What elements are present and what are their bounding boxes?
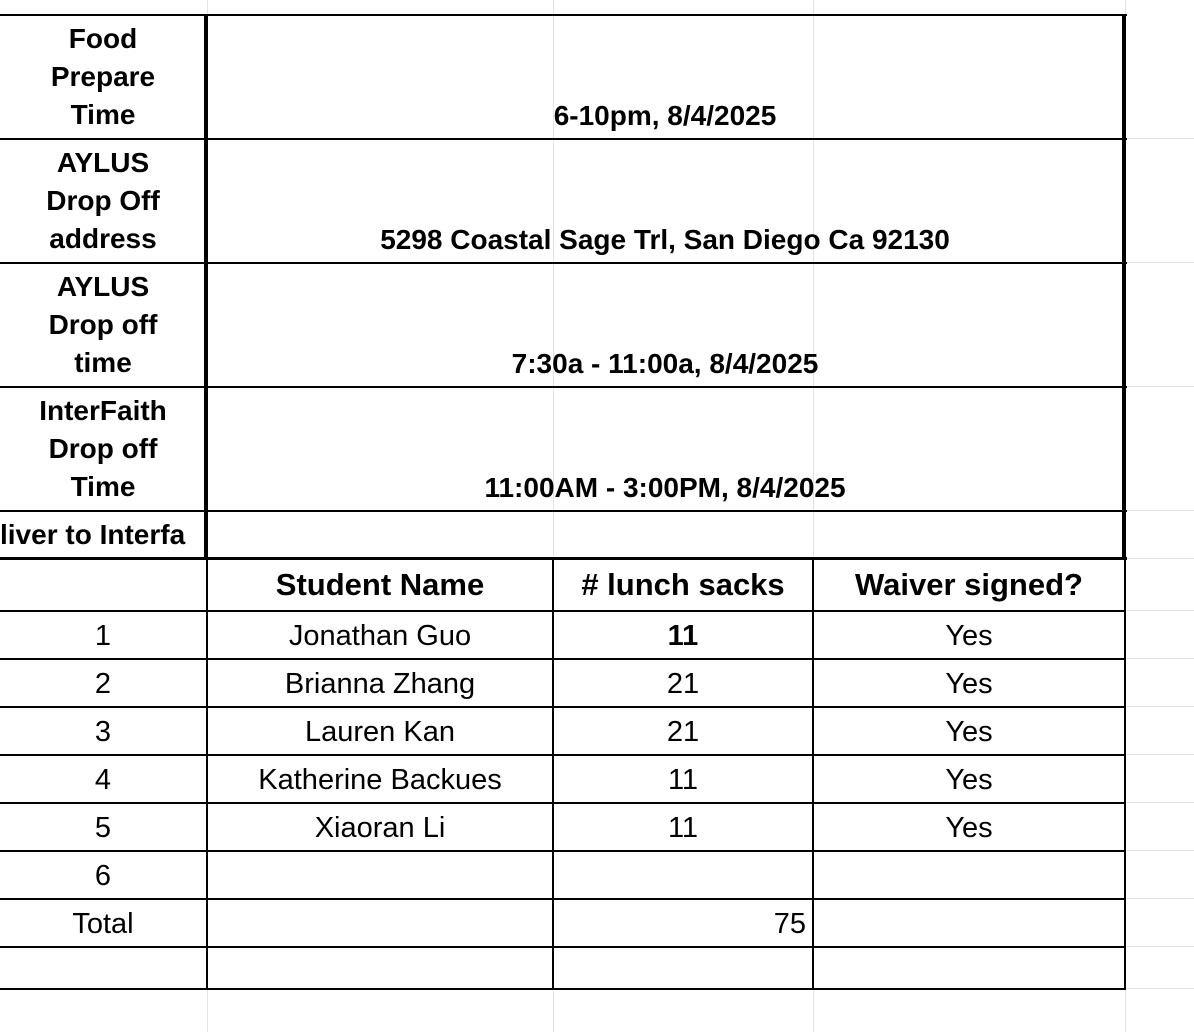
row-number-cell[interactable]: 4	[94, 764, 112, 796]
gridline	[1125, 706, 1194, 707]
label-aylus-drop-off-time[interactable]: AYLUS Drop off time	[48, 271, 158, 378]
waiver-signed-cell[interactable]: Yes	[945, 716, 993, 748]
column-header-waiver-signed[interactable]: Waiver signed?	[855, 567, 1083, 602]
border	[0, 262, 1127, 264]
row-number-cell[interactable]: 2	[94, 668, 112, 700]
row-number-cell[interactable]: 1	[94, 620, 112, 652]
lunch-sacks-cell[interactable]: 21	[666, 668, 700, 700]
student-name-cell[interactable]: Jonathan Guo	[288, 620, 472, 652]
empty-cell[interactable]	[208, 948, 552, 988]
lunch-sacks-cell[interactable]: 21	[666, 716, 700, 748]
waiver-signed-cell[interactable]	[814, 852, 1124, 898]
gridline	[1125, 658, 1194, 659]
border	[1122, 14, 1126, 560]
border	[1124, 558, 1126, 990]
lunch-sacks-cell[interactable]: 11	[667, 812, 699, 844]
waiver-signed-cell[interactable]: Yes	[945, 620, 993, 652]
empty-cell[interactable]	[554, 948, 812, 988]
border	[0, 14, 1127, 16]
waiver-signed-cell[interactable]: Yes	[945, 812, 993, 844]
total-lunch-sacks-cell[interactable]: 75	[773, 908, 806, 940]
waiver-signed-cell[interactable]: Yes	[945, 764, 993, 796]
value-interfaith-drop-off-time[interactable]: 11:00AM - 3:00PM, 8/4/2025	[484, 472, 846, 503]
total-label-cell[interactable]: Total	[72, 908, 134, 940]
gridline	[1125, 558, 1194, 559]
column-header-lunch-sacks[interactable]: # lunch sacks	[581, 567, 785, 602]
lunch-sacks-cell[interactable]	[554, 852, 812, 898]
row-number-cell[interactable]: 5	[94, 812, 112, 844]
gridline	[1125, 610, 1194, 611]
value-aylus-drop-off-address[interactable]: 5298 Coastal Sage Trl, San Diego Ca 92130	[380, 224, 950, 255]
student-name-cell[interactable]: Katherine Backues	[258, 764, 502, 796]
empty-cell[interactable]	[814, 948, 1124, 988]
student-name-cell[interactable]: Lauren Kan	[305, 716, 455, 748]
gridline	[1125, 946, 1194, 947]
gridline	[1125, 988, 1194, 989]
value-aylus-drop-off-time[interactable]: 7:30a - 11:00a, 8/4/2025	[511, 348, 819, 379]
gridline	[1125, 386, 1194, 387]
lunch-sacks-cell[interactable]: 11	[667, 620, 699, 652]
total-waiver-cell[interactable]	[814, 900, 1124, 946]
gridline	[1125, 138, 1194, 139]
gridline	[1125, 754, 1194, 755]
column-header-student-name[interactable]: Student Name	[275, 567, 485, 602]
student-name-cell[interactable]	[208, 852, 552, 898]
student-name-cell[interactable]: Xiaoran Li	[314, 812, 446, 844]
gridline	[1125, 850, 1194, 851]
gridline	[1125, 802, 1194, 803]
label-deliver-to-interfaith[interactable]: liver to Interfa	[0, 519, 186, 550]
waiver-signed-cell[interactable]: Yes	[945, 668, 993, 700]
gridline	[1125, 898, 1194, 899]
row-number-cell[interactable]: 3	[94, 716, 112, 748]
total-name-cell[interactable]	[208, 900, 552, 946]
empty-cell[interactable]	[0, 948, 206, 988]
gridline	[1125, 262, 1194, 263]
label-interfaith-drop-off-time[interactable]: InterFaith Drop off Time	[39, 395, 167, 502]
border	[0, 138, 1127, 140]
value-deliver-to-interfaith[interactable]	[208, 512, 1122, 557]
student-name-cell[interactable]: Brianna Zhang	[284, 668, 476, 700]
column-header-number[interactable]	[0, 560, 206, 610]
border	[0, 988, 1126, 990]
row-number-cell[interactable]: 6	[94, 860, 112, 892]
label-food-prepare-time[interactable]: Food Prepare Time	[50, 23, 156, 130]
value-food-prepare-time[interactable]: 6-10pm, 8/4/2025	[553, 100, 777, 131]
lunch-sacks-cell[interactable]: 11	[667, 764, 699, 796]
label-aylus-drop-off-address[interactable]: AYLUS Drop Off address	[46, 147, 160, 254]
border	[0, 386, 1127, 388]
gridline	[1125, 510, 1194, 511]
